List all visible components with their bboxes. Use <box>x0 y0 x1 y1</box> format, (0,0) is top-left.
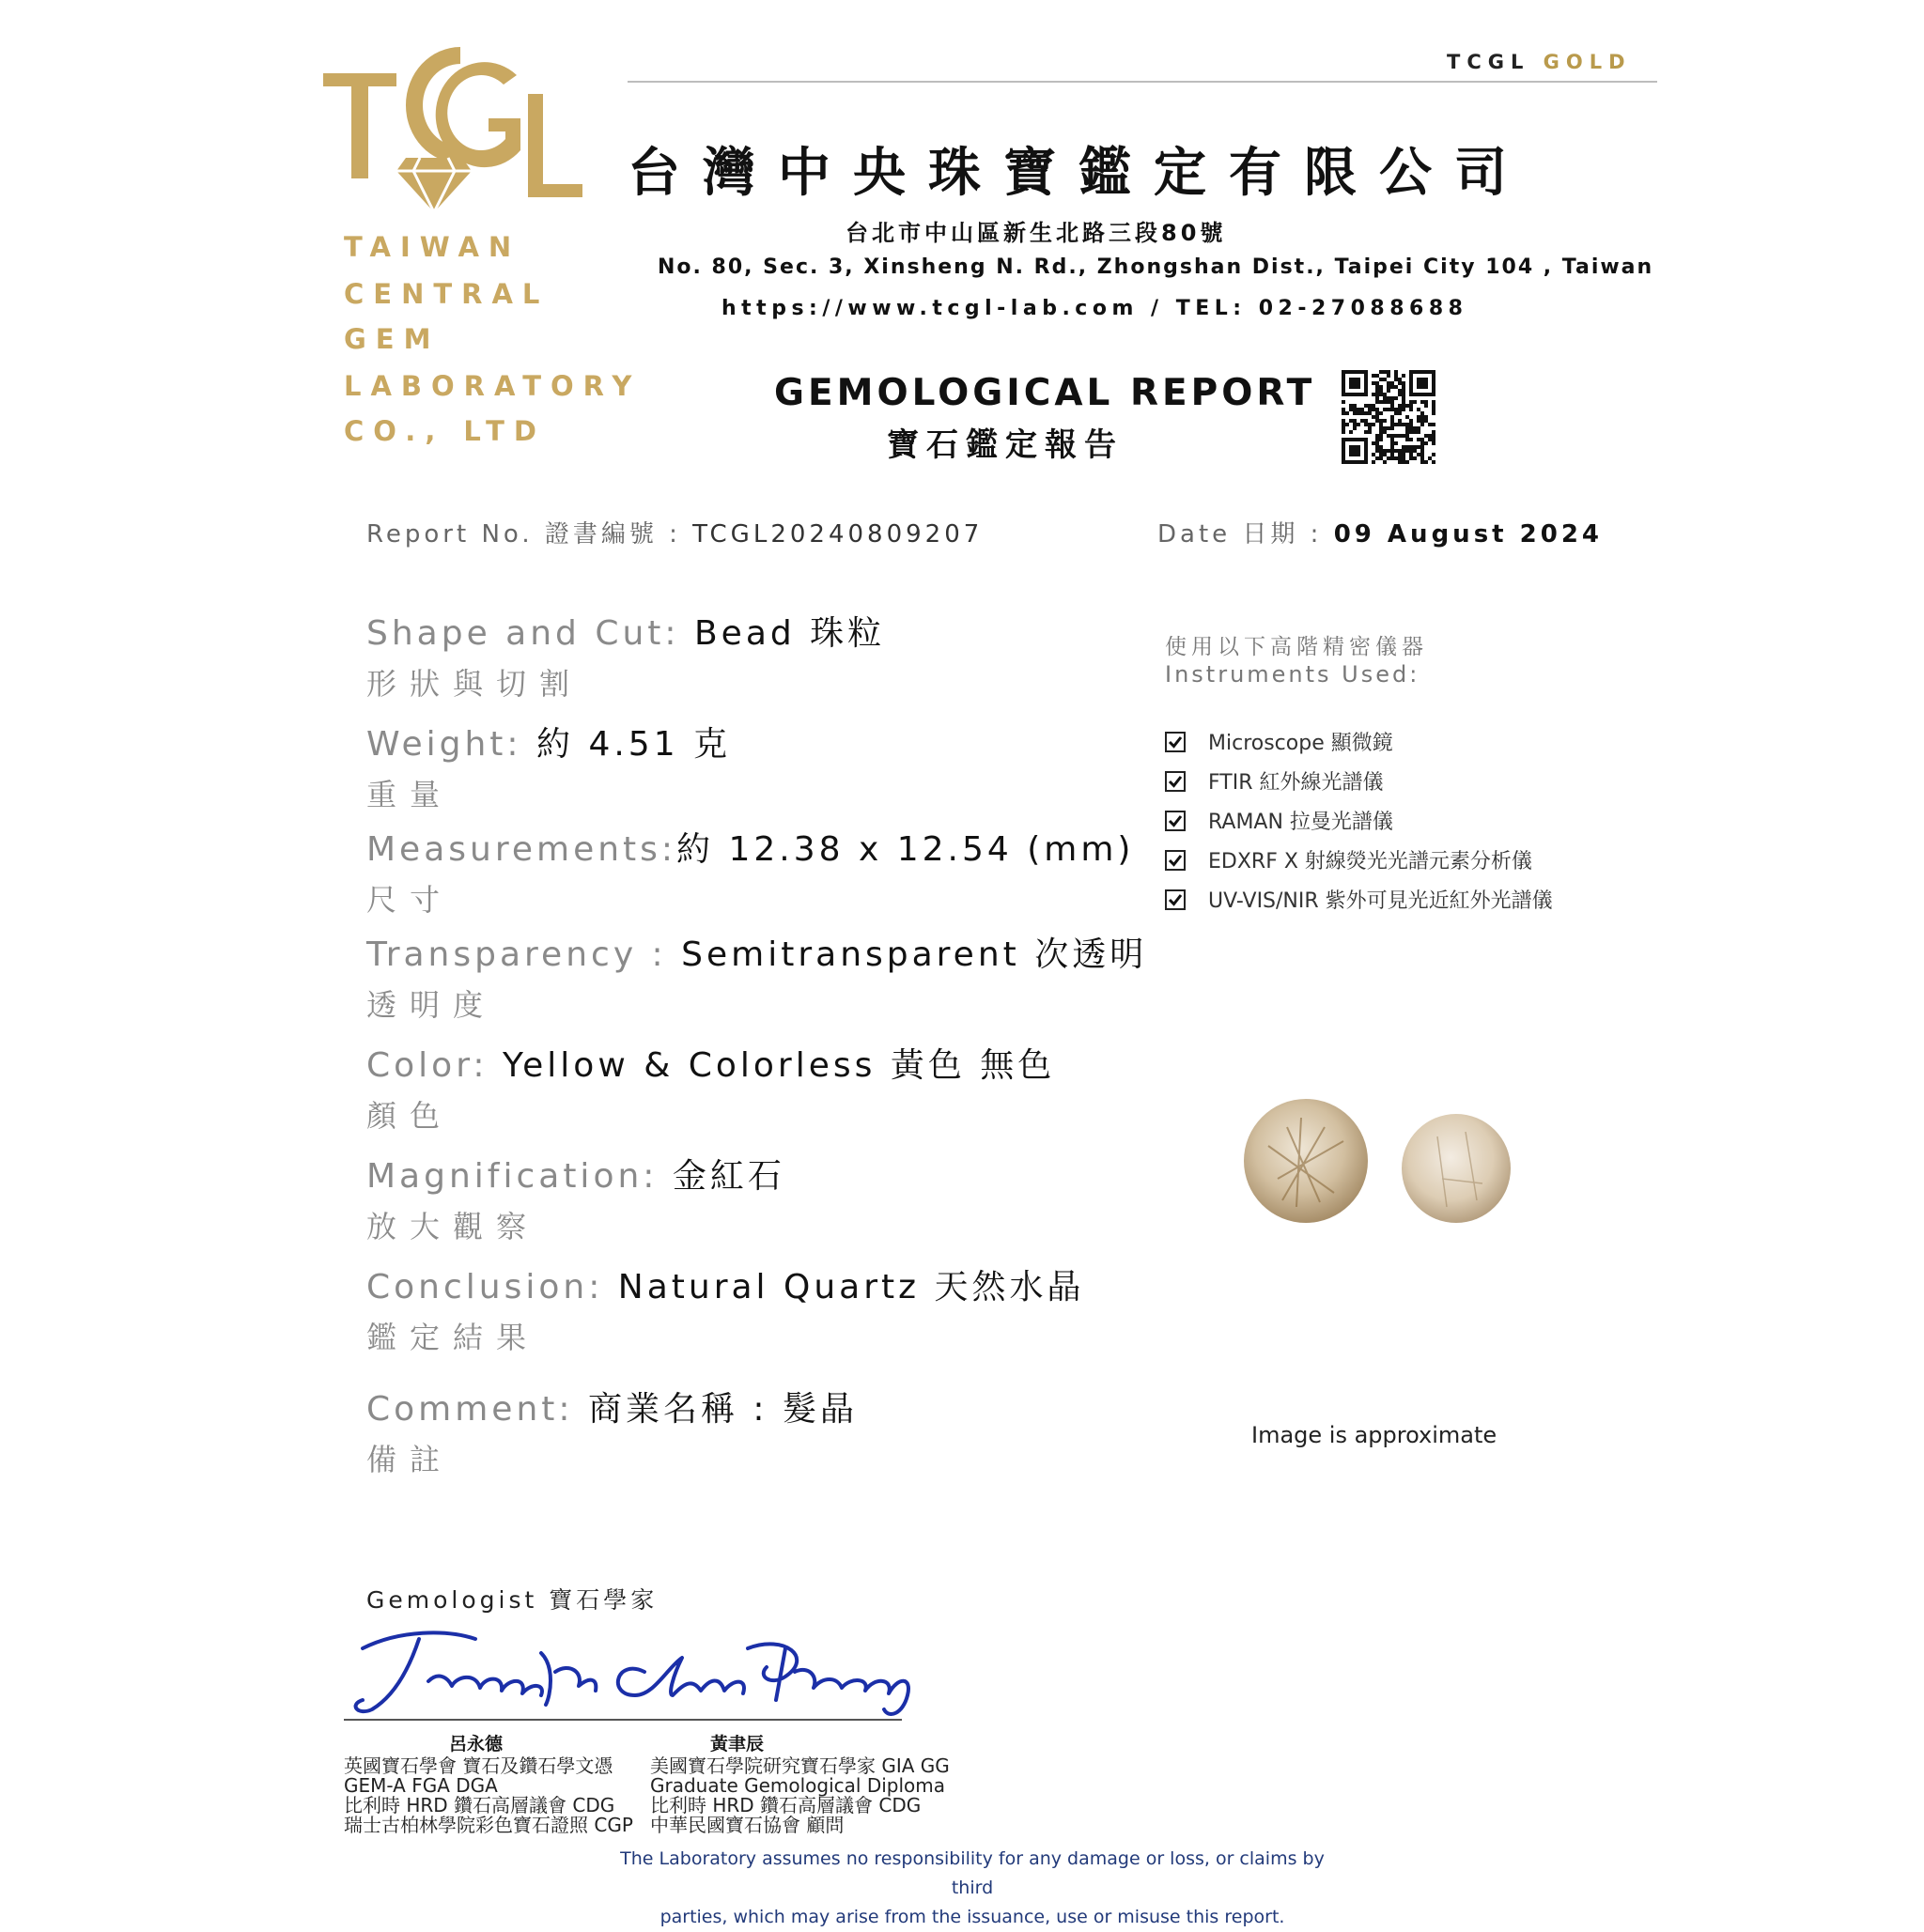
credential-line: 美國寶石學院研究寶石學家 GIA GG <box>650 1754 950 1777</box>
field-label-cn: 形狀與切割 <box>366 666 583 702</box>
field-value: Bead 珠粒 <box>693 614 886 653</box>
field-measurements <box>366 823 1134 920</box>
brand-tag <box>1447 51 1632 73</box>
credential-line: GEM-A FGA DGA <box>344 1774 498 1797</box>
report-title-en: GEMOLOGICAL REPORT <box>774 372 1316 414</box>
report-date <box>1157 515 1603 549</box>
lab-name-line-4: LABORATORY <box>344 370 642 402</box>
field-color <box>366 1039 1055 1136</box>
field-weight <box>366 718 731 814</box>
field-label-cn: 鑑定結果 <box>366 1320 540 1355</box>
checkbox-checked-icon <box>1165 811 1186 831</box>
lab-name-line-3: GEM <box>344 323 441 355</box>
gemologist-label: Gemologist 寶石學家 <box>366 1586 659 1614</box>
credential-line: 比利時 HRD 鑽石高層議會 CDG <box>650 1794 922 1816</box>
instrument-item <box>1165 845 1532 874</box>
credential-line: Graduate Gemological Diploma <box>650 1774 946 1797</box>
checkbox-checked-icon <box>1165 771 1186 792</box>
instrument-label: Microscope 顯微鏡 <box>1208 732 1393 755</box>
gemologist-credentials <box>650 1756 950 1835</box>
report-number-value: TCGL20240809207 <box>692 520 984 549</box>
address-cn: 台北市中山區新生北路三段80號 <box>846 220 1227 246</box>
field-label: Conclusion: <box>366 1268 618 1306</box>
gemologist-signatures <box>344 1620 926 1723</box>
image-note: Image is approximate <box>1251 1422 1497 1448</box>
instrument-label: FTIR 紅外線光譜儀 <box>1208 771 1384 795</box>
lab-name-line-1: TAIWAN <box>344 231 521 263</box>
instrument-item <box>1165 885 1553 914</box>
instrument-label: EDXRF X 射線熒光光譜元素分析儀 <box>1208 850 1532 873</box>
company-name-cn: 台灣中央珠寶鑑定有限公司 <box>628 143 1529 204</box>
field-value: Semitransparent 次透明 <box>681 935 1148 974</box>
instrument-item <box>1165 766 1383 796</box>
field-label: Shape and Cut: <box>366 614 694 653</box>
lab-name-line-5: CO., LTD <box>344 415 546 447</box>
field-label-cn: 透明度 <box>366 987 497 1023</box>
field-label: Transparency : <box>366 935 682 974</box>
instruments-title-en: Instruments Used: <box>1165 661 1420 688</box>
field-comment <box>366 1383 858 1479</box>
instrument-label: RAMAN 拉曼光譜儀 <box>1208 811 1393 834</box>
disclaimer-line: The Laboratory assumes no responsibility for any damage or loss, or claims by third <box>620 1848 1325 1898</box>
report-date-value: 09 August 2024 <box>1333 520 1604 549</box>
field-value: 商業名稱 : 髮晶 <box>587 1390 858 1429</box>
instruments-title-cn: 使用以下高階精密儀器 <box>1165 635 1428 659</box>
report-number-label: Report No. 證書編號 : <box>366 520 693 549</box>
gemstone-bead-image <box>1231 1090 1522 1230</box>
field-label-cn: 備註 <box>366 1442 454 1477</box>
instrument-item <box>1165 806 1393 835</box>
qr-code-icon <box>1342 370 1435 464</box>
field-label: Magnification: <box>366 1157 673 1196</box>
lab-name-line-2: CENTRAL <box>344 278 550 310</box>
field-conclusion <box>366 1260 1084 1357</box>
gemologist-name: 黃聿辰 <box>710 1734 765 1754</box>
instrument-label: UV-VIS/NIR 紫外可見光近紅外光譜儀 <box>1208 889 1553 913</box>
field-label-cn: 重量 <box>366 777 454 812</box>
checkbox-checked-icon <box>1165 732 1186 752</box>
field-magnification <box>366 1150 785 1246</box>
credential-line: 中華民國寶石協會 顧問 <box>650 1814 845 1836</box>
field-value: Yellow & Colorless 黃色 無色 <box>502 1046 1056 1085</box>
field-label-cn: 尺寸 <box>366 882 454 918</box>
field-value: 約 12.38 x 12.54 (mm) <box>676 830 1135 869</box>
field-label-cn: 顏色 <box>366 1098 454 1134</box>
field-value: Natural Quartz 天然水晶 <box>617 1268 1085 1306</box>
field-label: Color: <box>366 1046 503 1085</box>
report-number <box>366 515 983 549</box>
brand-tag-suffix: GOLD <box>1543 51 1632 73</box>
credential-line: 英國寶石學會 寶石及鑽石學文憑 <box>344 1754 613 1777</box>
field-transparency <box>366 928 1147 1025</box>
field-label: Weight: <box>366 725 536 764</box>
brand-tag-prefix: TCGL <box>1447 51 1530 73</box>
field-value: 金紅石 <box>672 1157 785 1196</box>
disclaimer <box>601 1845 1343 1932</box>
tcgl-logo <box>319 38 582 216</box>
gemologist-name: 呂永德 <box>449 1734 504 1754</box>
checkbox-checked-icon <box>1165 889 1186 910</box>
field-value: 約 4.51 克 <box>536 725 732 764</box>
gemologist-credentials <box>344 1756 633 1835</box>
field-label-cn: 放大觀察 <box>366 1209 540 1244</box>
field-label: Comment: <box>366 1390 588 1429</box>
credential-line: 比利時 HRD 鑽石高層議會 CDG <box>344 1794 615 1816</box>
report-date-label: Date 日期 : <box>1157 520 1334 549</box>
address-en: No. 80, Sec. 3, Xinsheng N. Rd., Zhongshan Dist., Taipei City 104 , Taiwan <box>658 255 1654 279</box>
field-label: Measurements: <box>366 830 677 869</box>
signature-line <box>344 1719 902 1721</box>
website-and-phone: https://www.tcgl-lab.com / TEL: 02-27088688 <box>722 297 1468 320</box>
disclaimer-line: parties, which may arise from the issuance, use or misuse this report. <box>659 1907 1285 1927</box>
report-title-cn: 寶石鑑定報告 <box>887 426 1124 464</box>
header-divider <box>628 81 1657 83</box>
credential-line: 瑞士古柏林學院彩色寶石證照 CGP <box>344 1814 633 1836</box>
instrument-item <box>1165 727 1393 756</box>
field-shape-cut <box>366 607 885 703</box>
checkbox-checked-icon <box>1165 850 1186 871</box>
